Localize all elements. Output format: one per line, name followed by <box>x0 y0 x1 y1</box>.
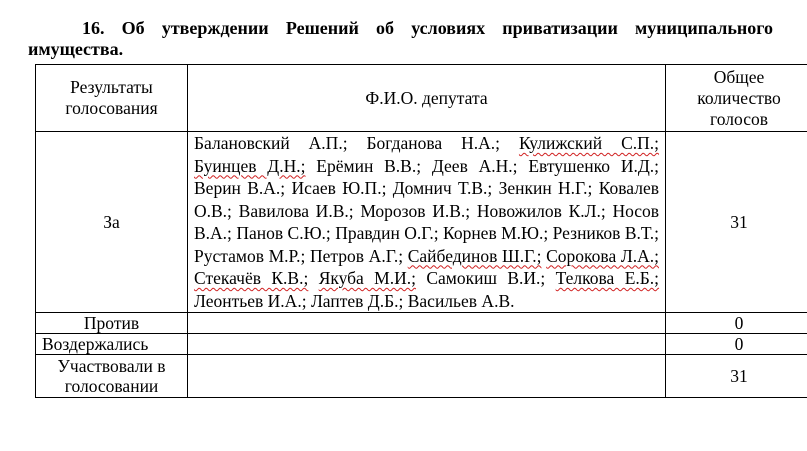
table-row-against <box>36 313 807 334</box>
deputies-list <box>188 355 666 398</box>
deputy-name: Сорокова Л.А.; <box>546 245 659 266</box>
deputy-name: Морозов И.В.; <box>360 200 471 221</box>
deputies-list <box>188 334 666 355</box>
deputy-name: Телкова Е.Б.; <box>555 268 660 288</box>
table-row-for <box>36 132 807 313</box>
deputy-name: Кулижский С.П.; <box>518 133 660 153</box>
header-voting-results: Результаты голосования <box>36 65 188 132</box>
deputy-name: Корнев М.Ю.; <box>443 223 549 243</box>
deputy-name: Петров А.Г.; <box>310 245 404 266</box>
deputy-name: Буинцев Д.Н.; <box>194 155 306 176</box>
table-header-row <box>36 65 807 132</box>
section-title: Об утверждении Решений об условиях приватизации муниципального имущества. <box>28 18 774 59</box>
deputy-name: Верин В.А.; <box>194 178 286 198</box>
deputy-name: Якуба М.И.; <box>318 268 416 288</box>
deputy-name: Стекачёв К.В.; <box>194 268 309 288</box>
deputy-name: Носов В.А.; <box>194 200 660 243</box>
deputy-name: Панов С.Ю.; <box>236 223 331 243</box>
deputy-name: Деев А.Н.; <box>431 155 518 176</box>
deputies-list <box>188 132 666 313</box>
deputy-name: Богданова Н.А.; <box>366 133 501 153</box>
deputy-name: Ковалев О.В.; <box>194 178 659 221</box>
deputy-name: Вавилова И.В.; <box>238 200 354 221</box>
deputy-name: Васильев А.В. <box>407 290 515 311</box>
deputy-name: Ерёмин В.В.; <box>316 155 422 176</box>
section-heading <box>28 18 773 60</box>
deputy-name: Исаев Ю.П.; <box>291 178 387 198</box>
table-row-participated <box>36 355 807 398</box>
voting-results-table <box>35 64 807 398</box>
table-row-abstained <box>36 334 807 355</box>
header-total-votes: Общее количество голосов <box>666 65 807 132</box>
result-label: За <box>36 132 188 313</box>
section-number: 16. <box>82 18 105 38</box>
deputy-name: Резников В.Т.; <box>552 223 660 243</box>
vote-count: 0 <box>666 334 807 355</box>
deputy-name: Самокиш В.И.; <box>426 268 546 288</box>
deputy-name: Евтушенко И.Д.; <box>528 155 660 176</box>
deputy-name: Леонтьев И.А.; <box>194 290 307 311</box>
deputy-name: Зенкин Н.Г.; <box>498 178 593 198</box>
vote-count: 31 <box>666 355 807 398</box>
deputy-name: Сайбединов Ш.Г.; <box>407 245 542 266</box>
deputies-list <box>188 313 666 334</box>
deputy-name: Домнич Т.В.; <box>392 178 493 198</box>
deputy-name: Новожилов К.Л.; <box>476 200 606 221</box>
result-label: Против <box>36 313 188 334</box>
deputy-name: Балановский А.П.; <box>194 133 348 153</box>
result-label: Участвовали в голосовании <box>36 355 188 398</box>
result-label: Воздержались <box>36 334 188 355</box>
deputy-name: Лаптев Д.Б.; <box>310 290 404 311</box>
vote-count: 31 <box>666 132 807 313</box>
deputy-name: Рустамов М.Р.; <box>194 245 306 266</box>
deputy-name: Правдин О.Г.; <box>335 223 439 243</box>
vote-count: 0 <box>666 313 807 334</box>
header-deputy-name: Ф.И.О. депутата <box>188 65 666 132</box>
